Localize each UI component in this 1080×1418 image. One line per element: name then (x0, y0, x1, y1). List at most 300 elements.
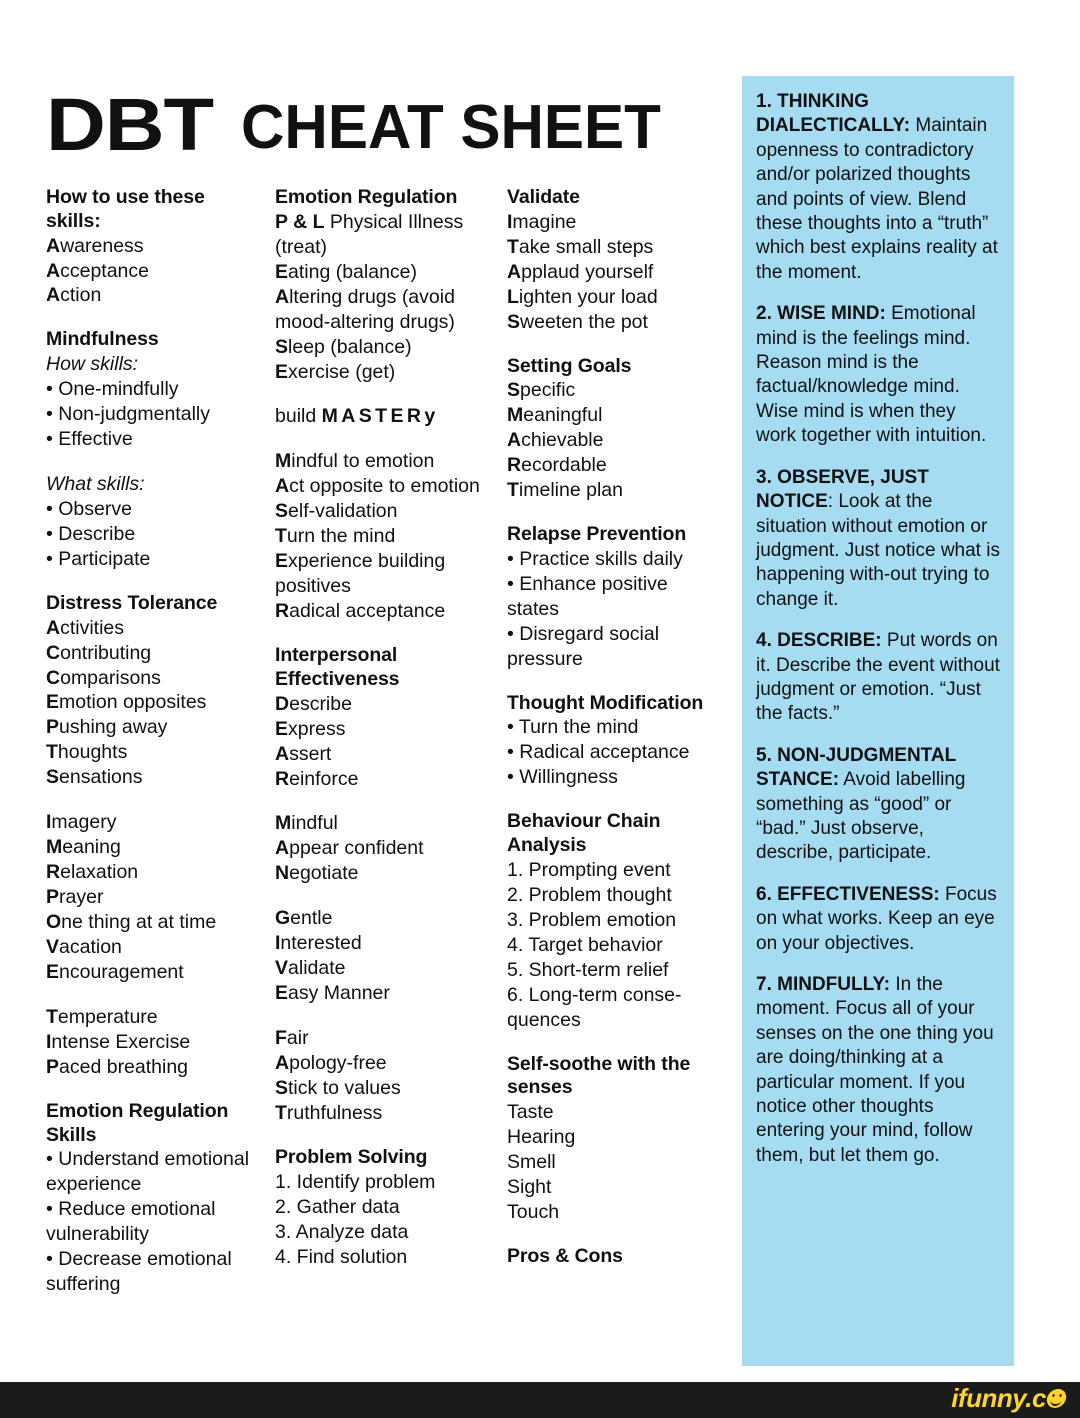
section-heading: Emotion Regulation (275, 186, 458, 208)
list-item (46, 885, 263, 910)
acronym-letter: S (275, 1077, 289, 1100)
list-item (46, 1055, 263, 1080)
list-item-text: egotiate (289, 862, 359, 885)
list-item-text: urn the mind (286, 525, 396, 548)
content-block (507, 186, 722, 335)
acronym-letter: E (46, 691, 60, 714)
list-item (507, 403, 722, 428)
list-item-text: magine (512, 210, 577, 233)
list-item-text: • Reduce emotional vulnerability (46, 1198, 216, 1246)
acronym-letter: A (507, 260, 522, 283)
list-item-text: motion opposites (59, 691, 207, 714)
list-item (275, 742, 495, 767)
list-item-text: ruthfulness (286, 1101, 383, 1124)
list-item (275, 474, 495, 499)
list-item-text: Taste (507, 1101, 554, 1124)
acronym-letter: N (275, 862, 290, 885)
title-dbt: DBT (46, 83, 213, 167)
list-item-text: escribe (289, 692, 352, 715)
acronym-letter: A (275, 837, 290, 860)
list-item (46, 259, 263, 284)
list-item-text: houghts (57, 741, 128, 764)
footer-bar (0, 1382, 1080, 1418)
list-item (275, 1026, 495, 1051)
list-item (46, 497, 263, 522)
list-item-text: Smell (507, 1150, 556, 1173)
list-item (507, 1175, 722, 1200)
list-item-text: • Practice skills daily (507, 547, 683, 570)
mastery-acronym (275, 404, 495, 429)
core-skill-paragraph (756, 973, 1000, 1168)
list-item-text: ensations (59, 766, 143, 789)
acronym-letter: M (275, 812, 292, 835)
content-block (275, 404, 495, 429)
acronym-letter: G (275, 907, 291, 930)
core-skill-body: Focus on what works. Keep an eye on your objectives. (756, 883, 997, 954)
list-item-text: 3. Problem emotion (507, 908, 677, 931)
list-item (46, 616, 263, 641)
list-item-text: 4. Find solution (275, 1245, 408, 1268)
list-item-text: elaxation (60, 861, 139, 884)
ifunny-watermark-text: ifunny.c (951, 1382, 1046, 1413)
content-block (46, 472, 263, 572)
core-skill-item (756, 466, 1000, 612)
content-block (46, 1100, 263, 1297)
core-skill-label: 4. DESCRIBE: (756, 630, 882, 652)
list-item-text: acation (59, 936, 122, 959)
list-item-text: 1. Prompting event (507, 858, 671, 881)
acronym-letter: F (275, 1027, 287, 1050)
list-item (275, 861, 495, 886)
list-item-text: ssert (289, 742, 332, 765)
acronym-letter: S (46, 766, 60, 789)
content-block (46, 328, 263, 452)
list-item-text: 6. Long-term conse-quences (507, 983, 682, 1031)
list-item-text: pology-free (289, 1052, 387, 1075)
section-heading: Interpersonal Effectiveness (275, 644, 400, 690)
list-item (46, 1247, 263, 1297)
list-item (46, 740, 263, 765)
list-item-text: ct opposite to emotion (289, 475, 480, 498)
core-skill-label: 5. NON-JUDGMENTAL STANCE: (756, 744, 956, 791)
list-item-text: tick to values (288, 1077, 401, 1100)
core-mindfulness-panel (742, 76, 1014, 1366)
acronym-letter: P (46, 716, 60, 739)
list-item (507, 235, 722, 260)
content-block (275, 1146, 495, 1270)
acronym-letter: T (46, 741, 58, 764)
list-item-text: cceptance (60, 259, 149, 282)
list-item (275, 767, 495, 792)
list-item-text: ecordable (521, 454, 607, 477)
list-item (275, 956, 495, 981)
list-item-text: ne thing at at time (61, 911, 217, 934)
list-item-text: rayer (59, 886, 104, 909)
list-item (275, 360, 495, 385)
core-skill-body: Maintain openness to contradictory and/or polarized thoughts and points of view. Blend these thoughts into a “truth” which best explains reality at the moment. (756, 115, 998, 283)
core-skill-label: 6. EFFECTIVENESS: (756, 883, 940, 905)
content-block (507, 355, 722, 504)
list-item (507, 958, 722, 983)
list-item-text: xercise (get) (288, 360, 396, 383)
list-item (46, 547, 263, 572)
list-item-text: 2. Gather data (275, 1195, 400, 1218)
list-item (46, 234, 263, 259)
list-item-text: indful to emotion (291, 450, 435, 473)
list-item-text: ontributing (60, 641, 152, 664)
list-item (275, 499, 495, 524)
list-item (46, 377, 263, 402)
acronym-letter: S (275, 335, 289, 358)
list-item (275, 811, 495, 836)
list-item (46, 835, 263, 860)
list-item (507, 933, 722, 958)
list-item (275, 285, 495, 335)
list-item-text: ppear confident (289, 837, 424, 860)
list-item (507, 1150, 722, 1175)
section-heading: Validate (507, 186, 580, 208)
list-item-text: ating (balance) (288, 260, 418, 283)
core-skill-label: 1. THINKING DIALECTICALLY: (756, 91, 911, 137)
list-item-text: ake small steps (518, 235, 654, 258)
list-item (275, 549, 495, 599)
list-item-text: einforce (289, 767, 359, 790)
acronym-letter: E (275, 717, 289, 740)
core-skill-body: Emotional mind is the feelings mind. Reason mind is the factual/knowledge mind. Wise mind is when they work together with intuition. (756, 303, 987, 447)
list-item (275, 1170, 495, 1195)
list-item (275, 692, 495, 717)
list-item-text: Touch (507, 1200, 560, 1223)
content-block (46, 186, 263, 308)
list-item (275, 1051, 495, 1076)
acronym-letter: S (507, 310, 521, 333)
list-item-text: xpress (288, 717, 346, 740)
section-heading: Setting Goals (507, 354, 632, 377)
acronym-letter: A (46, 259, 61, 282)
section-heading: Mindfulness (46, 328, 159, 351)
acronym-letter: I (507, 210, 513, 233)
list-item (46, 283, 263, 308)
list-item (46, 910, 263, 935)
list-item (507, 908, 722, 933)
core-skill-label: 7. MINDFULLY: (756, 974, 891, 995)
section-heading: Thought Modification (507, 691, 704, 714)
section-heading: Relapse Prevention (507, 523, 687, 546)
content-block (275, 811, 495, 886)
list-item (507, 378, 722, 403)
core-skill-body: Put words on it. Describe the event without judgment or emotion. “Just the facts.” (756, 630, 1000, 725)
list-item (46, 666, 263, 691)
column-3 (507, 186, 734, 1297)
mastery-prefix: build (275, 405, 322, 428)
acronym-letter: M (507, 404, 524, 427)
list-item-text: ntense Exercise (51, 1030, 191, 1053)
list-item (507, 310, 722, 335)
list-item-text: ltering drugs (avoid mood-altering drugs) (275, 285, 455, 333)
acronym-letter: A (46, 616, 61, 639)
list-item-text: • Non-judgmentally (46, 403, 210, 426)
list-item (275, 1076, 495, 1101)
list-item (507, 622, 722, 672)
core-skill-paragraph (756, 90, 1000, 285)
acronym-letter: R (275, 600, 290, 623)
acronym-letter: I (275, 932, 281, 955)
list-item (275, 599, 495, 624)
section-heading: How to use these skills: (46, 186, 205, 232)
mastery-letters: MASTER (321, 405, 425, 428)
content-block (507, 1053, 722, 1225)
list-item (507, 1100, 722, 1125)
acronym-letter: T (275, 525, 287, 548)
list-item-text: pecific (520, 379, 576, 402)
acronym-letter: T (275, 1101, 287, 1124)
list-item-text: Sight (507, 1175, 552, 1198)
list-item-text: weeten the pot (520, 310, 648, 333)
list-item-text: ushing away (59, 716, 168, 739)
list-item (507, 285, 722, 310)
content-block (507, 1245, 722, 1269)
list-item (507, 983, 722, 1033)
list-item (46, 690, 263, 715)
list-item (507, 1125, 722, 1150)
acronym-letter: R (46, 861, 61, 884)
acronym-letter: A (46, 284, 61, 307)
list-item (46, 715, 263, 740)
content-block (46, 810, 263, 985)
list-item (275, 836, 495, 861)
acronym-letter: E (275, 260, 289, 283)
list-item-text: ncouragement (59, 961, 184, 983)
list-item-text: indful (291, 812, 338, 835)
list-item-text: 4. Target behavior (507, 933, 663, 956)
list-item (507, 715, 722, 740)
list-item (507, 547, 722, 572)
core-skill-item (756, 883, 1000, 956)
content-block (46, 1005, 263, 1080)
list-item-text: chievable (521, 429, 604, 452)
list-item-text: pplaud yourself (521, 260, 654, 283)
list-item (275, 210, 495, 260)
list-item-text: asy Manner (288, 982, 390, 1005)
list-item (507, 210, 722, 235)
list-item-text: • Willingness (507, 766, 618, 789)
list-item (275, 1195, 495, 1220)
core-skill-item (756, 744, 1000, 866)
list-item-text: 3. Analyze data (275, 1220, 409, 1243)
list-item-text: • Disregard social pressure (507, 622, 660, 670)
acronym-letter: E (275, 982, 289, 1005)
acronym-letter: P & L (275, 210, 325, 233)
acronym-letter: E (275, 360, 289, 383)
list-item-text: Physical Illness (treat) (275, 210, 464, 258)
list-item-text: omparisons (60, 666, 161, 689)
list-item (46, 860, 263, 885)
acronym-letter: M (275, 450, 292, 473)
list-item (275, 906, 495, 931)
list-item-text: • Understand emotional experience (46, 1148, 250, 1196)
content-block (275, 1026, 495, 1126)
content-block (275, 644, 495, 791)
list-item (46, 960, 263, 985)
list-item-text: ctivities (60, 616, 125, 639)
list-item-text: leep (balance) (288, 335, 412, 358)
list-item-text: xperience building positives (275, 550, 446, 598)
acronym-letter: A (275, 1052, 290, 1075)
list-item-text: Hearing (507, 1126, 576, 1149)
list-item-text: • Observe (46, 497, 132, 520)
list-item (275, 1245, 495, 1270)
list-item (46, 1005, 263, 1030)
list-item (46, 402, 263, 427)
acronym-letter: T (507, 479, 519, 502)
section-heading: Self-soothe with the senses (507, 1052, 691, 1099)
column-2 (275, 186, 507, 1297)
section-heading: Behaviour Chain Analysis (507, 810, 661, 857)
list-item-text: 2. Problem thought (507, 883, 672, 906)
acronym-letter: D (275, 692, 290, 715)
list-item-text: • Turn the mind (507, 716, 639, 739)
core-skill-paragraph (756, 302, 1000, 448)
list-item-text: • Radical acceptance (507, 741, 690, 764)
acronym-letter: S (275, 500, 289, 523)
acronym-letter: A (507, 429, 522, 452)
list-item-text: • One-mindfully (46, 378, 179, 401)
core-skill-paragraph (756, 883, 1000, 956)
acronym-letter: T (507, 235, 519, 258)
core-skill-body: : Look at the situation without emotion or judgment. Just notice what is happening with-out trying to change it. (756, 491, 1000, 610)
core-skill-paragraph (756, 744, 1000, 866)
acronym-letter: I (46, 811, 52, 834)
list-item-text: eaning (62, 836, 121, 859)
list-item-text: elf-validation (288, 500, 398, 523)
acronym-letter: E (275, 550, 289, 573)
page-title (46, 72, 746, 167)
list-item (507, 478, 722, 503)
acronym-letter: L (507, 285, 519, 308)
acronym-letter: A (275, 475, 290, 498)
list-item (46, 935, 263, 960)
list-item-text: • Effective (46, 428, 133, 451)
list-item-text: • Enhance positive states (507, 572, 668, 620)
content-block (507, 523, 722, 672)
section-heading: Pros & Cons (507, 1244, 623, 1267)
core-skill-item (756, 629, 1000, 727)
list-item (507, 858, 722, 883)
list-item-text: • Decrease emotional suffering (46, 1248, 232, 1296)
title-cheat-sheet: CHEAT SHEET (241, 93, 661, 163)
content-block (507, 810, 722, 1032)
ifunny-watermark (951, 1381, 1066, 1415)
list-item-text: magery (51, 811, 117, 834)
content-block (275, 186, 495, 384)
list-item (46, 641, 263, 666)
list-item-text: entle (290, 907, 333, 930)
acronym-letter: P (46, 1055, 60, 1078)
core-skill-paragraph (756, 629, 1000, 727)
acronym-letter: T (46, 1005, 58, 1028)
core-skill-body: Avoid labelling something as “good” or “bad.” Just observe, describe, participate. (756, 769, 966, 864)
list-item (507, 765, 722, 790)
acronym-letter: M (46, 836, 63, 859)
acronym-letter: E (46, 961, 60, 983)
section-heading: Distress Tolerance (46, 591, 218, 614)
list-item (275, 524, 495, 549)
list-item-text: alidate (288, 957, 346, 980)
list-item (46, 765, 263, 790)
section-subheading: What skills: (46, 473, 145, 496)
list-item (46, 522, 263, 547)
content-block (507, 692, 722, 791)
content-block (275, 906, 495, 1006)
list-item (275, 717, 495, 742)
list-item (275, 1220, 495, 1245)
core-skill-label: 2. WISE MIND: (756, 303, 886, 325)
list-item (46, 1030, 263, 1055)
list-item (507, 572, 722, 622)
list-item (275, 260, 495, 285)
list-item-text: • Describe (46, 522, 136, 545)
acronym-letter: O (46, 911, 62, 934)
core-skill-label: 3. OBSERVE, JUST NOTICE (756, 466, 929, 513)
list-item (507, 260, 722, 285)
list-item-text: imeline plan (518, 479, 623, 502)
acronym-letter: R (275, 767, 290, 790)
list-item (507, 883, 722, 908)
acronym-letter: A (46, 234, 61, 257)
list-item-text: 5. Short-term relief (507, 958, 669, 981)
list-item-text: aced breathing (59, 1055, 189, 1078)
acronym-letter: V (46, 936, 60, 959)
list-item (46, 810, 263, 835)
list-item (275, 449, 495, 474)
list-item-text: adical acceptance (289, 600, 446, 623)
list-item (275, 981, 495, 1006)
section-heading: Emotion Regulation Skills (46, 1099, 229, 1146)
acronym-letter: I (46, 1030, 52, 1053)
list-item (46, 1147, 263, 1197)
content-block (46, 592, 263, 790)
core-skill-body: In the moment. Focus all of your senses on the one thing you are doing/thinking at a particular moment. If you notice other thoughts entering your mind, follow them, but let them go. (756, 974, 994, 1166)
content-block (275, 449, 495, 624)
list-item-text: emperature (57, 1005, 158, 1028)
list-item-text: 1. Identify problem (275, 1170, 436, 1193)
acronym-letter: R (507, 454, 522, 477)
list-item (507, 453, 722, 478)
acronym-letter: V (275, 957, 289, 980)
acronym-letter: A (275, 285, 290, 308)
list-item (507, 1200, 722, 1225)
section-heading: Problem Solving (275, 1145, 428, 1168)
list-item (507, 428, 722, 453)
list-item-text: wareness (60, 234, 144, 257)
acronym-letter: A (275, 742, 290, 765)
core-skill-item (756, 302, 1000, 448)
core-skill-item (756, 90, 1000, 285)
acronym-letter: P (46, 886, 60, 909)
mastery-tail: y (424, 405, 436, 428)
list-item-text: nterested (280, 932, 362, 955)
list-item-text: air (286, 1027, 309, 1050)
acronym-letter: C (46, 641, 61, 664)
smiley-face-icon (1045, 1389, 1067, 1408)
column-1 (46, 186, 275, 1297)
list-item-text: ighten your load (518, 285, 658, 308)
core-skill-item (756, 973, 1000, 1168)
list-item-text: eaningful (523, 404, 603, 427)
acronym-letter: S (507, 379, 521, 402)
core-skill-paragraph (756, 466, 1000, 612)
skills-columns (46, 186, 734, 1297)
